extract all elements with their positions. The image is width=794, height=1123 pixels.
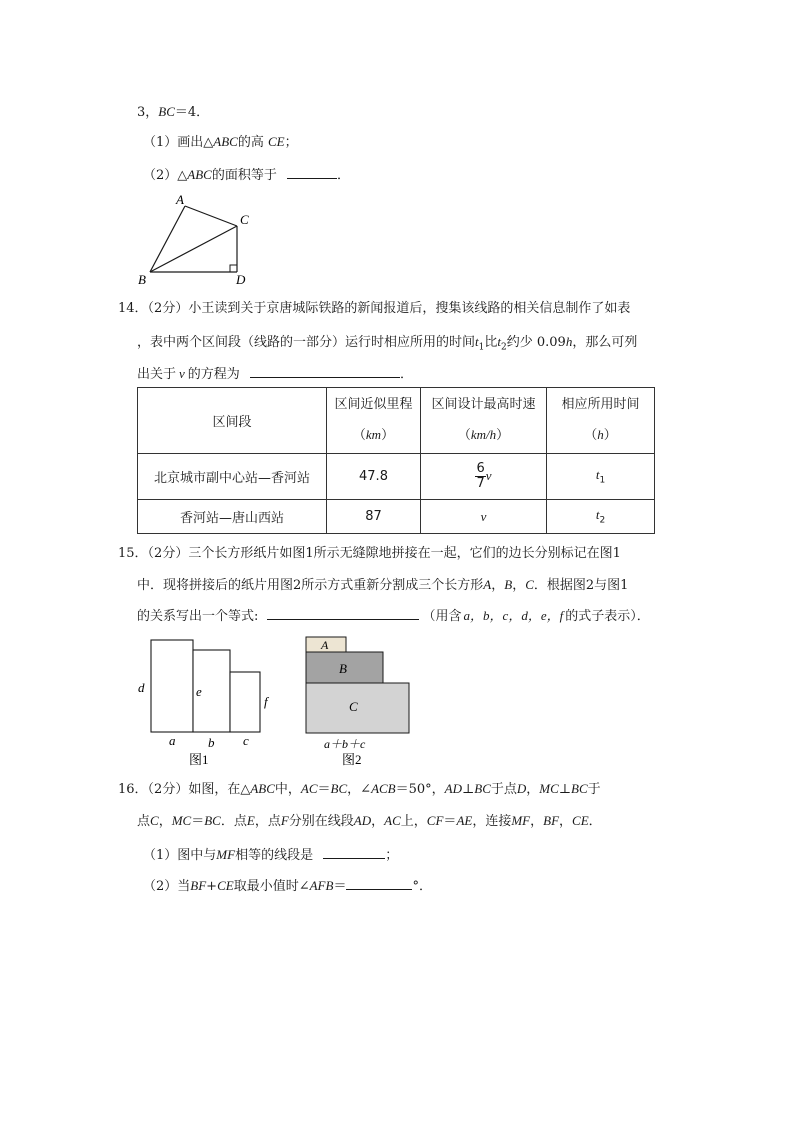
right-angle-mark [230, 265, 237, 272]
segment-bc [150, 226, 237, 272]
q15-line3: 的关系写出一个等式: （用含 a，b，c，d，e，f 的式子表示）． [137, 608, 650, 624]
q13-answer-blank[interactable] [287, 165, 337, 179]
label-e: e [196, 684, 202, 699]
q14-line3: 出关于 v 的方程为 ． [137, 366, 413, 382]
row1-time: $t_1$ [547, 454, 655, 500]
q14-table [137, 387, 655, 534]
label-c: C [240, 212, 249, 227]
table-header-row [138, 388, 655, 454]
header-segment: 区间段 [138, 388, 327, 454]
q14-answer-blank[interactable] [250, 364, 400, 378]
label-c: c [243, 733, 249, 748]
q13-part2: （2）△ABC的面积等于 ． [143, 167, 351, 183]
label-a: A [321, 638, 329, 652]
bottom-label: a＋b＋c [324, 737, 366, 751]
row2-speed: v [421, 500, 547, 534]
q16-line2: 点C，MC＝BC．点E，点F分别在线段AD，AC上，CF＝AE，连接MF，BF，CE． [137, 813, 602, 829]
figure-2-caption: 图2 [342, 752, 362, 767]
label-b: b [208, 735, 215, 750]
q14-line1: 14．（2分）小王读到关于京唐城际铁路的新闻报道后，搜集该线路的相关信息制作了如表 [118, 301, 631, 316]
row2-distance: 87 [327, 500, 421, 534]
table-row [138, 454, 655, 500]
label-b: B [138, 272, 146, 287]
q16-part1-answer-blank[interactable] [323, 845, 385, 859]
q16-line1: 16．（2分）如图，在△ABC中，AC＝BC，∠ACB＝50°，AD⊥BC于点D，MC⊥BC于 [118, 781, 601, 797]
label-d: D [236, 272, 246, 287]
table-row [138, 500, 655, 534]
row1-distance: 47.8 [327, 454, 421, 500]
q13-part1: （1）画出△ABC的高 CE； [143, 134, 298, 150]
rect-1 [151, 640, 193, 732]
q16-part1: （1）图中与MF相等的线段是 ； [143, 847, 399, 863]
q15-figure-2 [298, 632, 418, 770]
q16-part2-answer-blank[interactable] [346, 876, 412, 890]
row2-segment: 香河站—唐山西站 [138, 500, 327, 534]
label-c: C [349, 699, 358, 714]
q15-answer-blank[interactable] [267, 606, 419, 620]
label-b: B [339, 661, 347, 676]
q15-line1: 15．（2分）三个长方形纸片如图1所示无缝隙地拼接在一起，它们的边长分别标记在图1 [118, 546, 621, 561]
row1-segment: 北京城市副中心站—香河站 [138, 454, 327, 500]
header-time: 相应所用时间 （h） [547, 388, 655, 454]
row2-time: $t_2$ [547, 500, 655, 534]
label-a: A [176, 192, 184, 207]
row1-speed: $\frac{6}{7}$ v [421, 454, 547, 500]
fraction: $\frac{6}{7}$ [476, 461, 485, 491]
header-speed: 区间设计最高时速 （km/h） [421, 388, 547, 454]
figure-1-caption: 图1 [189, 752, 209, 767]
q13-triangle-figure [130, 190, 260, 290]
segment-ac [185, 206, 237, 226]
q16-part2: （2）当BF+CE取最小值时∠AFB＝ °． [143, 878, 432, 894]
label-f: f [264, 694, 268, 709]
q15-figure-1 [135, 632, 285, 770]
label-a: a [169, 733, 176, 748]
q15-line2: 中．现将拼接后的纸片用图2所示方式重新分割成三个长方形A，B，C．根据图2与图1 [137, 577, 629, 593]
q14-line2: ，表中两个区间段（线路的一部分）运行时相应所用的时间$t_1$比$t_2$约少 0.09h，那么可列 [137, 334, 638, 353]
q13-line0: 3，BC＝4． [137, 104, 210, 120]
header-distance: 区间近似里程 （km） [327, 388, 421, 454]
rect-3 [230, 672, 260, 732]
label-d: d [138, 680, 145, 695]
